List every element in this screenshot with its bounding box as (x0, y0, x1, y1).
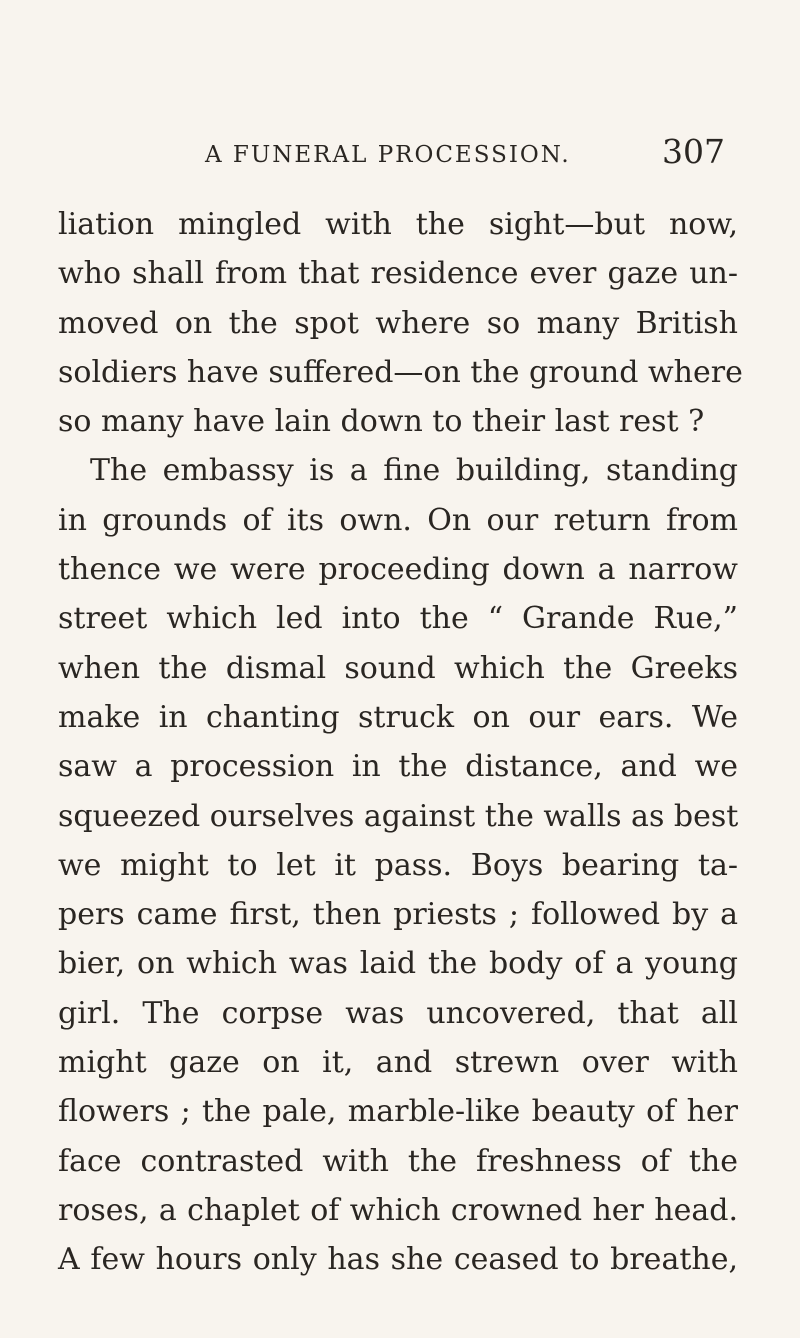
page-number: 307 (662, 132, 725, 171)
text-line: girl. The corpse was uncovered, that all (58, 995, 738, 1031)
text-line: liation mingled with the sight—but now, (58, 207, 738, 242)
text-line: make in chanting struck on our ears. We (58, 699, 738, 735)
text-line: street which led into the “ Grande Rue,” (58, 601, 738, 637)
text-line: who shall from that residence ever gaze un- (58, 256, 738, 292)
text-line: in grounds of its own. On our return from (58, 502, 738, 538)
text-line: might gaze on it, and strewn over with (58, 1045, 738, 1081)
text-line: so many have lain down to their last rest ? (58, 404, 705, 440)
text-line: roses, a chaplet of which crowned her head. (58, 1192, 738, 1228)
text-line: A few hours only has she ceased to breathe, (58, 1242, 738, 1278)
text-line: saw a procession in the distance, and we (58, 749, 738, 785)
text-line: thence we were proceeding down a narrow (58, 552, 738, 588)
text-line: soldiers have suffered—on the ground where (58, 354, 743, 390)
text-line: The embassy is a fine building, standing (90, 453, 738, 489)
text-line: moved on the spot where so many British (58, 305, 738, 341)
text-line: when the dismal sound which the Greeks (58, 650, 738, 686)
text-line: face contrasted with the freshness of the (58, 1143, 738, 1179)
text-line: squeezed ourselves against the walls as best (58, 798, 739, 834)
running-title: A FUNERAL PROCESSION. (205, 142, 571, 168)
running-head (205, 132, 725, 178)
body-text (58, 200, 743, 1285)
text-line: pers came first, then priests ; followed by a (58, 897, 738, 933)
text-line: flowers ; the pale, marble-like beauty of her (58, 1094, 738, 1130)
text-line: we might to let it pass. Boys bearing ta- (58, 847, 738, 883)
text-line: bier, on which was laid the body of a young (58, 946, 738, 982)
